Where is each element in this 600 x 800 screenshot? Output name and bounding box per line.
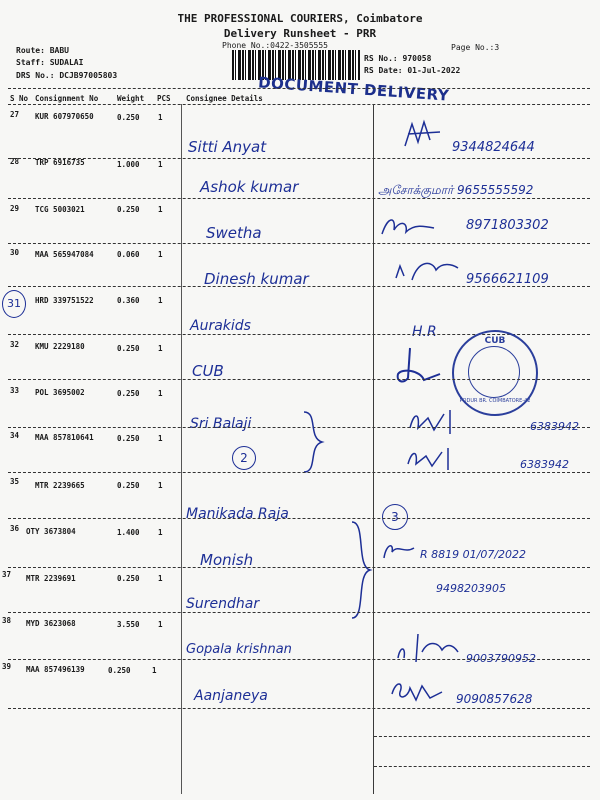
rs-number: RS No.: 970058 <box>364 54 432 63</box>
row-consignment: MAA 857496139 <box>26 665 85 674</box>
col-sno: S No <box>10 94 29 103</box>
row-pcs: 1 <box>158 250 163 259</box>
row-consignment: MAA 857810641 <box>35 433 94 442</box>
drs-number: DRS No.: DCJB97005803 <box>16 71 118 80</box>
row-weight: 0.250 <box>117 574 140 583</box>
consignee-contact: 6383942 <box>530 420 579 433</box>
row-weight: 0.250 <box>117 481 140 490</box>
col-consignment: Consignment No <box>35 94 99 103</box>
row-sno: 37 <box>2 570 12 579</box>
row-pcs: 1 <box>158 113 163 122</box>
row-divider <box>8 612 590 613</box>
col-weight: Weight <box>117 94 145 103</box>
signature-icon <box>404 404 464 438</box>
consignee-contact: அசோக்குமார் 9655555592 <box>378 183 534 197</box>
brace-icon <box>300 410 332 474</box>
row-divider <box>374 736 590 737</box>
row-weight: 0.360 <box>117 296 140 305</box>
consignee-name: Surendhar <box>186 596 260 612</box>
row-weight: 0.060 <box>117 250 140 259</box>
signature-icon <box>378 214 438 240</box>
phone-number: Phone No.:0422-3505555 <box>222 41 328 50</box>
column-divider <box>181 104 182 794</box>
row-consignment: MTR 2239665 <box>35 481 85 490</box>
signature-icon <box>386 676 446 706</box>
seal-branch: PODUR BR. COIMBATORE-42 <box>459 398 531 404</box>
consignee-contact: R 8819 01/07/2022 <box>420 548 527 561</box>
row-divider <box>8 379 590 380</box>
consignee-name: Aanjaneya <box>194 688 268 704</box>
row-weight: 0.250 <box>117 389 140 398</box>
consignee-name: Sitti Anyat <box>188 138 267 156</box>
seal-text: CUB <box>484 336 506 346</box>
row-sno: 34 <box>10 431 20 440</box>
row-weight: 1.000 <box>117 160 140 169</box>
row-consignment: HRD 339751522 <box>35 296 94 305</box>
consignee-contact: 9003790952 <box>466 652 536 665</box>
row-weight: 1.400 <box>117 528 140 537</box>
circled-number: 3 <box>382 504 408 530</box>
row-divider <box>8 708 590 709</box>
circled-number: 2 <box>232 446 256 470</box>
row-pcs: 1 <box>158 434 163 443</box>
row-sno: 32 <box>10 340 20 349</box>
col-consignee: Consignee Details <box>186 94 263 103</box>
consignee-name: Sri Balaji <box>190 416 252 432</box>
consignee-name: Ashok kumar <box>200 178 299 196</box>
consignee-name: Monish <box>200 551 254 569</box>
row-sno: 35 <box>10 477 20 486</box>
consignee-contact: 6383942 <box>520 458 569 471</box>
signature-icon <box>400 118 450 154</box>
row-pcs: 1 <box>158 389 163 398</box>
row-sno: 36 <box>10 524 20 533</box>
signature-icon <box>392 628 462 668</box>
consignee-contact: 8971803302 <box>466 218 549 233</box>
row-divider <box>374 766 590 767</box>
document-delivery-stamp: DOCUMENT DELIVERY <box>257 73 450 105</box>
row-sno: 27 <box>10 110 20 119</box>
row-consignment: OTY 3673804 <box>26 527 76 536</box>
row-divider <box>8 518 590 519</box>
row-sno: 29 <box>10 204 20 213</box>
row-sno: 28 <box>10 157 20 166</box>
header-top-rule <box>8 88 590 89</box>
cub-seal-icon <box>452 330 538 416</box>
row-weight: 0.250 <box>117 205 140 214</box>
row-consignment: KMU 2229180 <box>35 342 85 351</box>
consignee-contact: 9090857628 <box>456 692 533 706</box>
consignee-name: CUB <box>192 362 224 380</box>
row-pcs: 1 <box>158 528 163 537</box>
sheet-title: Delivery Runsheet - PRR <box>223 27 377 40</box>
row-weight: 0.250 <box>117 434 140 443</box>
row-pcs: 1 <box>158 481 163 490</box>
row-weight: 0.250 <box>108 666 131 675</box>
row-divider <box>8 158 590 159</box>
row-pcs: 1 <box>158 205 163 214</box>
row-divider <box>8 472 590 473</box>
consignee-name: Swetha <box>206 224 262 242</box>
company-title: THE PROFESSIONAL COURIERS, Coimbatore <box>177 12 423 25</box>
row-weight: 3.550 <box>117 620 140 629</box>
row-consignment: KUR 607970650 <box>35 112 94 121</box>
row-sno: 38 <box>2 616 12 625</box>
row-pcs: 1 <box>158 574 163 583</box>
staff-label: Staff: SUDALAI <box>16 58 84 67</box>
row-consignment: MYD 3623068 <box>26 619 76 628</box>
row-consignment: MTR 2239691 <box>26 574 76 583</box>
row-pcs: 1 <box>158 296 163 305</box>
row-divider <box>8 659 590 660</box>
row-pcs: 1 <box>158 620 163 629</box>
header-bottom-rule <box>8 104 590 105</box>
consignee-name: Manikada Raja <box>186 506 289 522</box>
consignee-name: Gopala krishnan <box>186 642 292 657</box>
row-divider <box>8 427 590 428</box>
brace-icon <box>346 520 376 620</box>
signature-icon <box>390 344 446 390</box>
row-sno: 30 <box>10 248 20 257</box>
row-consignment: MAA 565947084 <box>35 250 94 259</box>
row-weight: 0.250 <box>117 344 140 353</box>
consignee-name: Dinesh kumar <box>204 270 309 288</box>
signature-icon <box>378 538 418 564</box>
row-consignment: TCG 5003021 <box>35 205 85 214</box>
consignee-name: Aurakids <box>190 318 251 334</box>
consignee-contact: 9566621109 <box>466 272 549 287</box>
row-pcs: 1 <box>152 666 157 675</box>
row-sno: 33 <box>10 386 20 395</box>
row-divider <box>8 243 590 244</box>
row-sno: 39 <box>2 662 12 671</box>
row-consignment: POL 3695002 <box>35 388 85 397</box>
route-label: Route: BABU <box>16 46 69 55</box>
row-weight: 0.250 <box>117 113 140 122</box>
rs-date: RS Date: 01-Jul-2022 <box>364 66 461 75</box>
page-number: Page No.:3 <box>451 43 500 52</box>
row-divider <box>8 567 590 568</box>
consignee-contact: H.R <box>412 324 437 340</box>
row-divider <box>8 286 590 287</box>
row-pcs: 1 <box>158 344 163 353</box>
column-divider <box>373 104 374 794</box>
col-pcs: PCS <box>157 94 171 103</box>
row-pcs: 1 <box>158 160 163 169</box>
signature-icon <box>402 444 462 472</box>
row-divider <box>8 198 590 199</box>
signature-icon <box>392 256 462 288</box>
consignee-contact: 9344824644 <box>452 140 535 155</box>
row-consignment: TRP 6916735 <box>35 158 85 167</box>
consignee-contact: 9498203905 <box>436 582 506 595</box>
circled-number: 31 <box>2 290 26 318</box>
